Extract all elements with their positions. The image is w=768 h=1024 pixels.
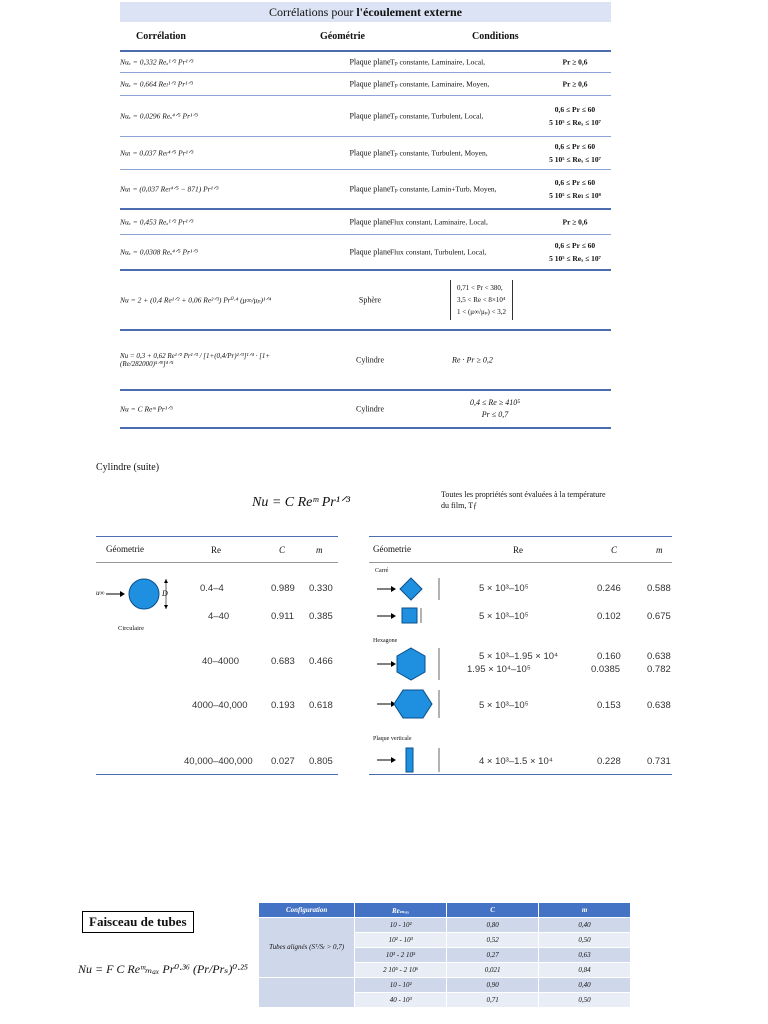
- table-row: Nuₗ = (0,037 Reₗ⁴ᐟ⁵ − 871) Pr¹ᐟ³ Plaque plane Tₚ constante, Lamin+Turb, Moyen, 0,6 ≤ Pr ≤ 60 5 10⁵ ≤ Reₗ ≤ 10⁸: [120, 169, 611, 208]
- square-diamond-icon: [369, 576, 449, 602]
- hexagone-label: Hexagone: [373, 638, 398, 644]
- cylindre-formula: Nu = C Reᵐ Pr¹ᐟ³: [252, 495, 351, 510]
- table-row: 2 10⁵ - 2 10⁶ 0,021 0,84: [259, 963, 631, 978]
- header-geometrie-left: Géometrie: [106, 544, 144, 554]
- table-row: Nuₓ = 0,664 Reₗ¹ᐟ² Pr¹ᐟ³ Plaque plane Tₚ constante, Laminaire, Moyen, Pr ≥ 0,6: [120, 72, 611, 95]
- header-geometrie-right: Géometrie: [373, 544, 411, 554]
- correlations-table: [120, 2, 611, 429]
- table-row: Nuₗ = 0,037 Reₗ⁴ᐟ⁵ Pr¹ᐟ³ Plaque plane Tₚ constante, Turbulent, Moyen, 0,6 ≤ Pr ≤ 60 5 10⁵ ≤ Reₓ ≤ 10⁷: [120, 136, 611, 169]
- geometry-table-right: Géometrie Re C m Carré Hexagone Plaque verticale 5 × 10³–10⁵ 0.246 0.588 5 × 10³–10⁵ 0.102 0.675 5 × 10³–1.95 × 10⁴ 1.95 × 10⁴–10⁵ 0.160 0.0385 0.638 0.782 5 × 10³–10⁵ 0.153 0.638 4 × 10³–1.5 × 10⁴ 0.228 0.731: [369, 536, 672, 776]
- table-row: 10 - 10² 0,90 0,40: [259, 978, 631, 993]
- header-conditions: Conditions: [472, 30, 519, 42]
- circulaire-label: Circulaire: [118, 625, 144, 632]
- header-c-right: C: [611, 545, 618, 555]
- cylindre-heading: Cylindre (suite): [96, 462, 160, 473]
- table-row: Nu = 0,3 + 0,62 Re¹ᐟ² Pr¹ᐟ³ / [1+(0,4/Pr)²ᐟ³]¹ᐟ⁴ · [1+(Re/282000)⁵ᐟ⁸]⁴ᐟ⁵ Cylindre Re · Pr ≥ 0,2: [120, 329, 611, 389]
- header-geometrie: Géométrie: [320, 30, 365, 42]
- sphere-conditions: 0,71 < Pr < 380, 3,5 < Re < 8×10⁴ 1 < (μ∞/μₚ) < 3,2: [450, 280, 513, 320]
- table-header-row: Configuration Reₘₐₓ C m: [259, 903, 631, 918]
- table-row: Nu = 2 + (0,4 Re¹ᐟ² + 0,06 Re²ᐟ³) Pr⁰·⁴ (μ∞/μₚ)¹ᐟ⁴ Sphère 0,71 < Pr < 380, 3,5 < Re < 8×10⁴ 1 < (μ∞/μₚ) < 3,2: [120, 269, 611, 329]
- table-row: 10² - 10³ 0,52 0,50: [259, 933, 631, 948]
- cylindre-note: Toutes les propriétés sont évaluées à la température du film, Tƒ: [441, 490, 606, 510]
- header-c-left: C: [279, 545, 286, 555]
- plaque-label: Plaque verticale: [373, 736, 412, 742]
- header-re-left: Re: [211, 545, 221, 555]
- tube-bank-table: [258, 902, 631, 1008]
- header-m-left: m: [316, 545, 323, 555]
- hexagon-vertex-icon: [369, 646, 449, 682]
- square-icon: [369, 606, 449, 626]
- hexagon-flat-icon: [369, 688, 449, 720]
- table-row: 40 - 10³ 0,71 0,50: [259, 993, 631, 1008]
- table-title: Corrélations pour l'écoulement externe: [120, 2, 611, 22]
- header-correlation: Corrélation: [136, 30, 186, 42]
- table-row: Nu = C Reᵐ Pr¹ᐟ³ Cylindre 0,4 ≤ Re ≥ 410⁵ Pr ≤ 0,7: [120, 389, 611, 429]
- u-inf-label: u∞: [96, 589, 105, 597]
- faisceau-title: Faisceau de tubes: [82, 911, 194, 933]
- d-label: D: [162, 589, 168, 598]
- table-row: Nuₓ = 0,0308 Reₓ⁴ᐟ⁵ Pr¹ᐟ³ Plaque plane Flux constant, Turbulent, Local, 0,6 ≤ Pr ≤ 60 5 10⁵ ≤ Reₓ ≤ 10⁷: [120, 234, 611, 269]
- table-row: Nuₓ = 0,332 Reₓ¹ᐟ² Pr¹ᐟ³ Plaque plane Tₚ constante, Laminaire, Local, Pr ≥ 0,6: [120, 50, 611, 72]
- geometry-table-left: Géometrie Re C m u∞ D Circulaire 0.4–4 0.989 0.330 4–40 0.911 0.385 40–4000 0.683 0.466 4000–40,000 0.193 0.618 40,000–400,000 0.027 0.805: [96, 536, 338, 776]
- faisceau-formula: Nu = F C Reᵐₘₐₓ Pr⁰·³⁶ (Pr/Prₛ)⁰·²⁵: [78, 962, 248, 976]
- carre-label: Carré: [375, 568, 389, 574]
- table-header: [120, 22, 611, 50]
- table-row: Nuₓ = 0,453 Reₓ¹ᐟ² Pr¹ᐟ³ Plaque plane Flux constant, Laminaire, Local, Pr ≥ 0,6: [120, 208, 611, 234]
- vertical-plate-icon: [369, 746, 449, 774]
- table-row: 10³ - 2 10⁵ 0,27 0,63: [259, 948, 631, 963]
- table-row: Tubes alignés (Sᵀ/Sₗ > 0,7) 10 - 10² 0,80 0,40: [259, 918, 631, 933]
- table-row: Nuₓ = 0,0296 Reₓ⁴ᐟ⁵ Pr¹ᐟ³ Plaque plane Tₚ constante, Turbulent, Local, 0,6 ≤ Pr ≤ 60 5 10⁵ ≤ Reₓ ≤ 10⁷: [120, 95, 611, 136]
- header-re-right: Re: [513, 545, 523, 555]
- header-m-right: m: [656, 545, 663, 555]
